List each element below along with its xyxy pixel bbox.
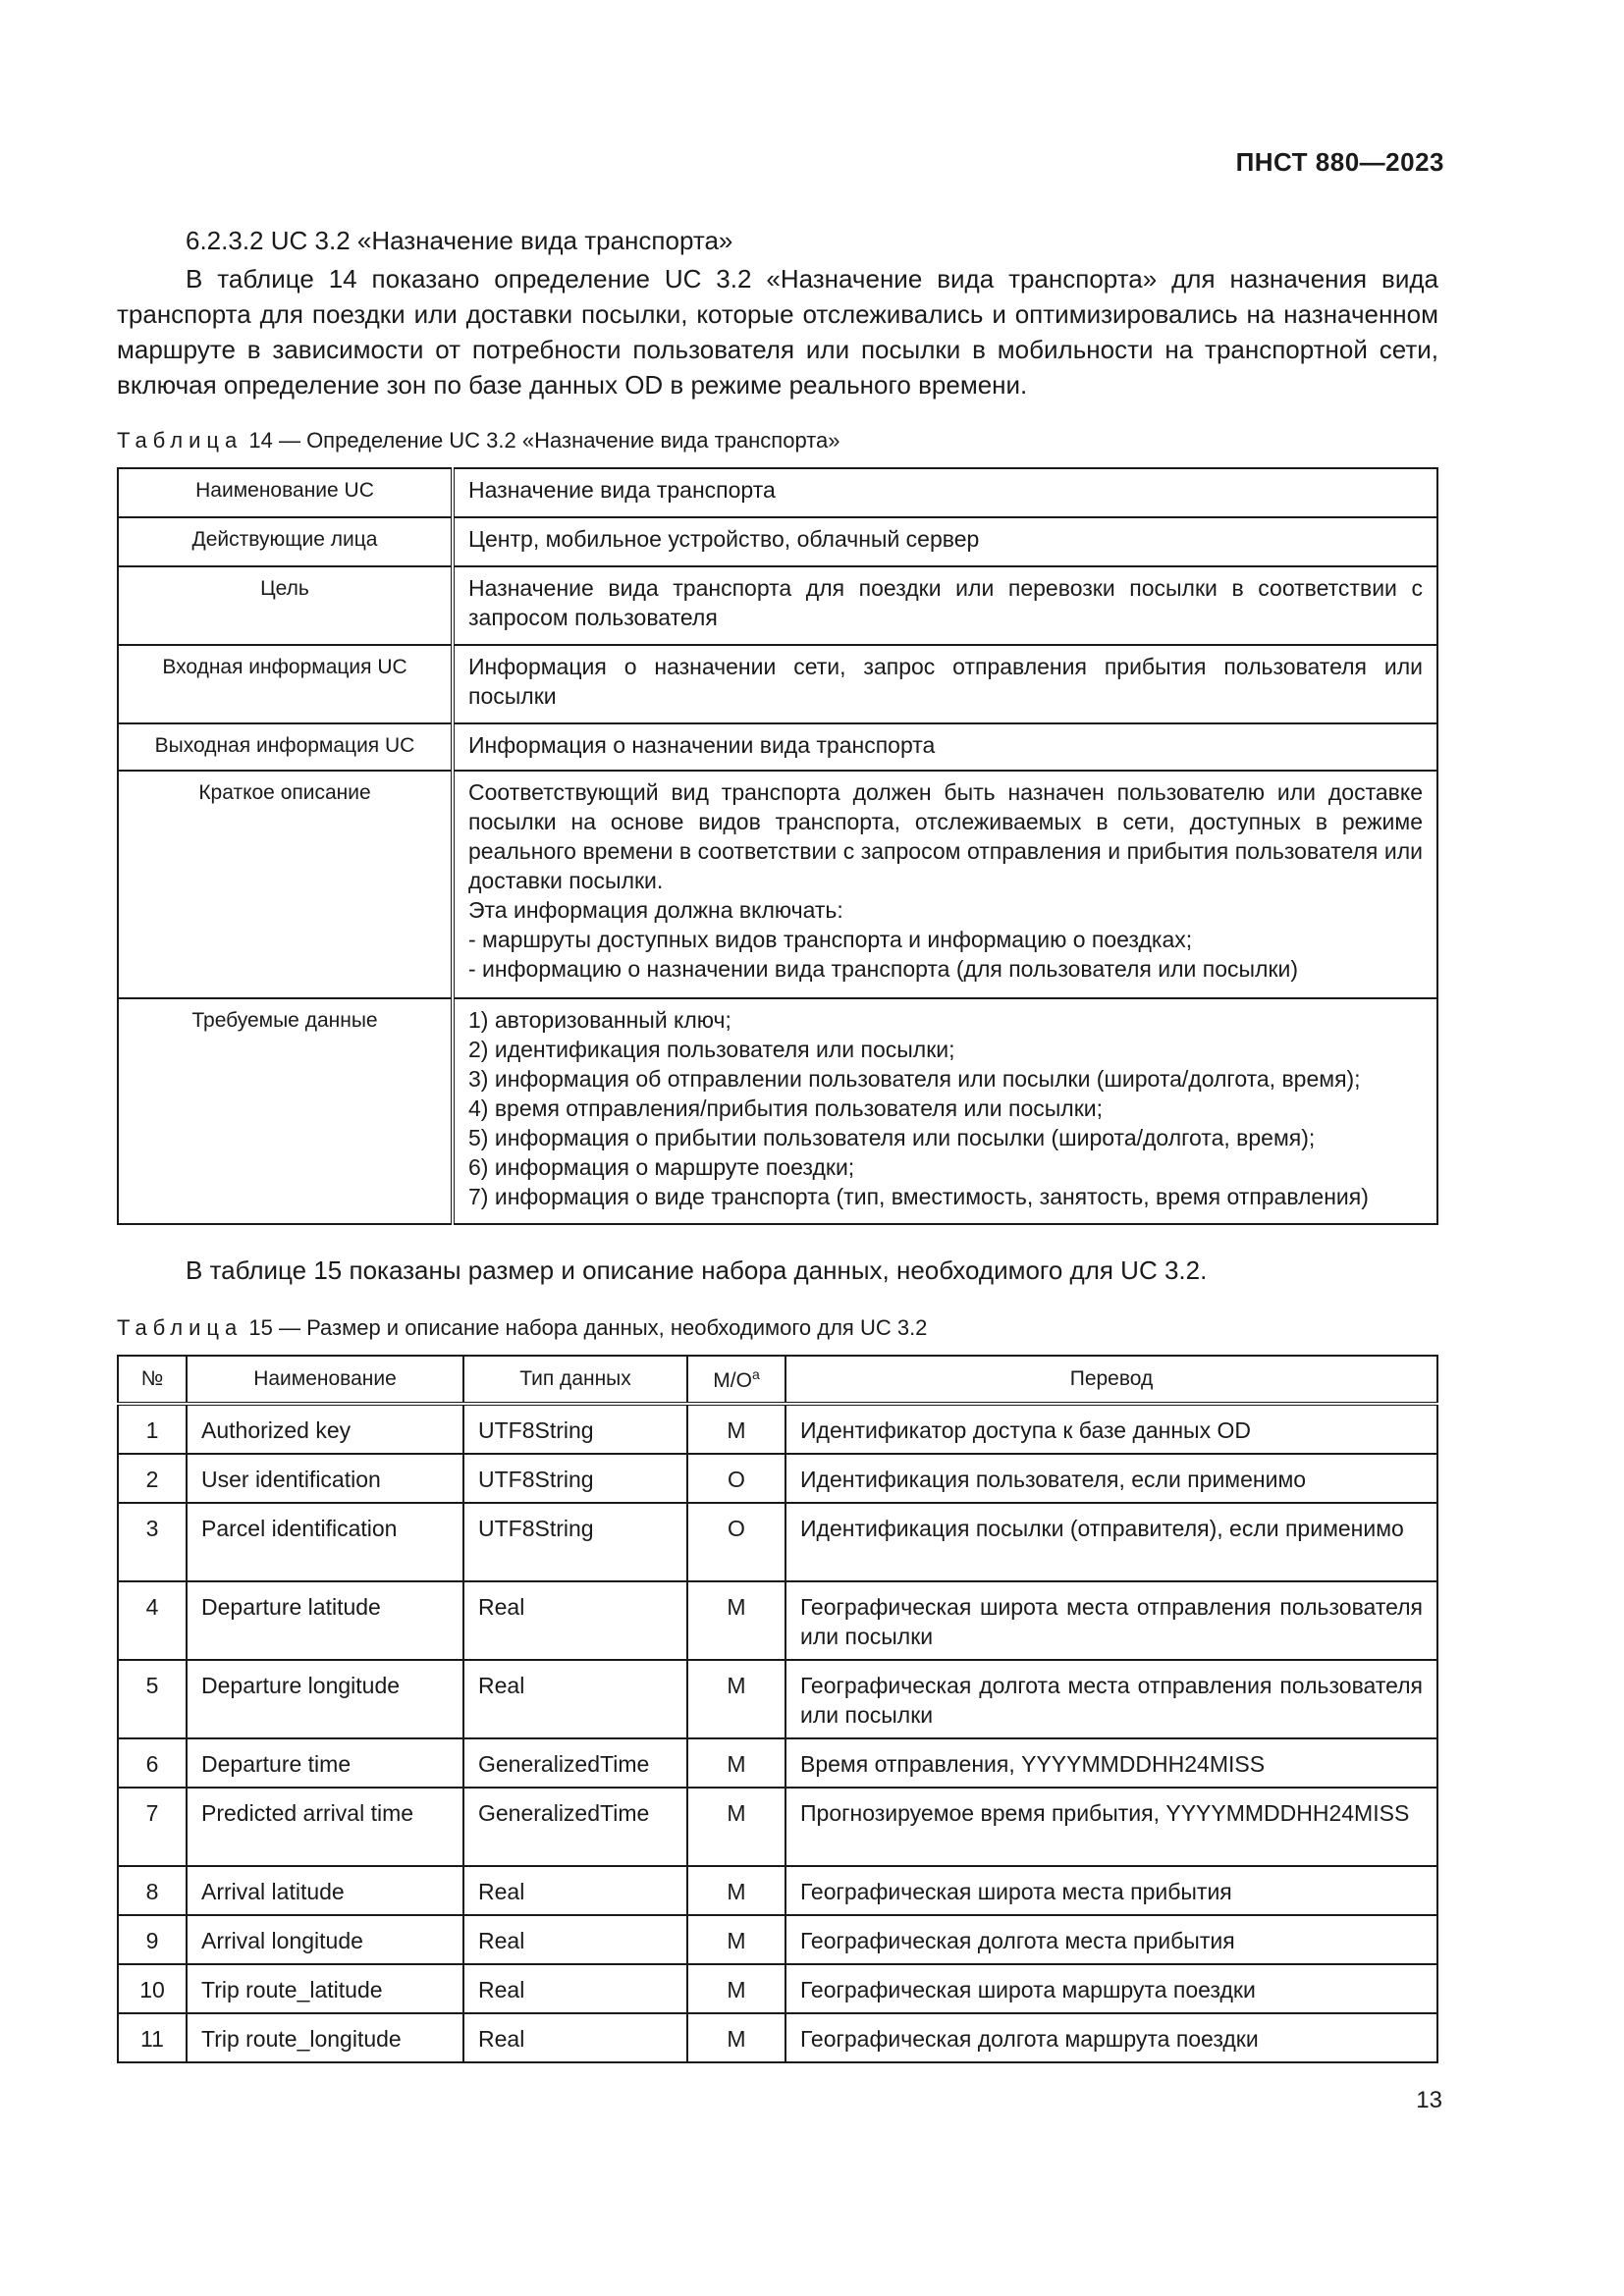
table-row xyxy=(118,468,1437,517)
list-item: - маршруты доступных видов транспорта и информацию о поездках; xyxy=(468,927,1193,952)
header-desc: Перевод xyxy=(785,1356,1437,1404)
cell-type: UTF8String xyxy=(463,1503,687,1581)
cell-num: 1 xyxy=(118,1404,187,1454)
cell-type: UTF8String xyxy=(463,1454,687,1503)
cell-name: Predicted arrival time xyxy=(187,1788,463,1866)
cell-type: Real xyxy=(463,1915,687,1964)
row-value: Назначение вида транспорта xyxy=(453,468,1437,517)
row-key: Действующие лица xyxy=(118,517,453,566)
table-row xyxy=(118,1866,1437,1915)
table-row xyxy=(118,1964,1437,2013)
table-14-caption xyxy=(117,428,840,454)
table-row xyxy=(118,517,1437,566)
cell-type: Real xyxy=(463,2013,687,2062)
cell-name: Parcel identification xyxy=(187,1503,463,1581)
list-item: - информацию о назначении вида транспорта (для пользователя или посылки) xyxy=(468,956,1299,982)
table-row xyxy=(118,1581,1437,1660)
brief-description xyxy=(453,771,1437,998)
list-item: 4) время отправления/прибытия пользователя или посылки; xyxy=(468,1095,1104,1121)
cell-mo: M xyxy=(687,1404,785,1454)
cell-type: GeneralizedTime xyxy=(463,1788,687,1866)
cell-type: UTF8String xyxy=(463,1404,687,1454)
cell-num: 3 xyxy=(118,1503,187,1581)
header-num: № xyxy=(118,1356,187,1404)
cell-desc: Идентификатор доступа к базе данных OD xyxy=(785,1404,1437,1454)
cell-desc: Географическая долгота места отправления пользователя или посылки xyxy=(785,1660,1437,1738)
cell-desc: Географическая долгота места прибытия xyxy=(785,1915,1437,1964)
row-key: Краткое описание xyxy=(118,771,453,998)
table-header-row xyxy=(118,1356,1437,1404)
cell-mo: M xyxy=(687,1788,785,1866)
cell-name: Arrival longitude xyxy=(187,1915,463,1964)
table-row xyxy=(118,723,1437,771)
cell-mo: O xyxy=(687,1503,785,1581)
cell-name: Trip route_longitude xyxy=(187,2013,463,2062)
header-name: Наименование xyxy=(187,1356,463,1404)
cell-desc: Идентификация пользователя, если применимо xyxy=(785,1454,1437,1503)
cell-name: Departure latitude xyxy=(187,1581,463,1660)
table-14 xyxy=(117,467,1438,1225)
row-key: Наименование UC xyxy=(118,468,453,517)
table-row-required xyxy=(118,998,1437,1224)
table-15-caption xyxy=(117,1315,927,1341)
document-code: ПНСТ 880—2023 xyxy=(1235,147,1444,177)
row-value: Информация о назначении вида транспорта xyxy=(453,723,1437,771)
cell-desc: Географическая долгота маршрута поездки xyxy=(785,2013,1437,2062)
table-row xyxy=(118,2013,1437,2062)
required-data xyxy=(453,998,1437,1224)
caption-label: Таблица xyxy=(117,1315,244,1340)
header-mo-text: M/O xyxy=(713,1368,752,1392)
cell-name: Arrival latitude xyxy=(187,1866,463,1915)
cell-num: 7 xyxy=(118,1788,187,1866)
table-row xyxy=(118,645,1437,723)
cell-num: 8 xyxy=(118,1866,187,1915)
cell-mo: M xyxy=(687,1866,785,1915)
brief-bullets xyxy=(468,925,1423,984)
cell-num: 6 xyxy=(118,1738,187,1788)
cell-mo: M xyxy=(687,1581,785,1660)
cell-mo: M xyxy=(687,1964,785,2013)
cell-desc: Географическая широта места прибытия xyxy=(785,1866,1437,1915)
row-value: Назначение вида транспорта для поездки или перевозки посылки в соответствии с запросом пользователя xyxy=(453,566,1437,645)
table-15-intro: В таблице 15 показаны размер и описание набора данных, необходимого для UC 3.2. xyxy=(186,1255,1208,1285)
page-number: 13 xyxy=(1416,2087,1442,2113)
brief-text: Соответствующий вид транспорта должен быть назначен пользователю или доставке посылки на основе видов транспорта, отслеживаемых в сети, доступных в режиме реального времени в соответствии с запросом отправления и прибытия пользователя или доставки посылки. xyxy=(468,779,1423,893)
cell-mo: M xyxy=(687,1915,785,1964)
table-row xyxy=(118,1915,1437,1964)
cell-type: Real xyxy=(463,1581,687,1660)
list-item: 1) авторизованный ключ; xyxy=(468,1007,731,1033)
table-row xyxy=(118,1404,1437,1454)
header-type: Тип данных xyxy=(463,1356,687,1404)
table-row xyxy=(118,1738,1437,1788)
table-row xyxy=(118,1788,1437,1866)
cell-mo: O xyxy=(687,1454,785,1503)
cell-name: Departure longitude xyxy=(187,1660,463,1738)
table-row xyxy=(118,1503,1437,1581)
list-item: 3) информация об отправлении пользователя или посылки (широта/долгота, время); xyxy=(468,1066,1361,1092)
required-list xyxy=(468,1005,1423,1211)
cell-name: Departure time xyxy=(187,1738,463,1788)
header-mo xyxy=(687,1356,785,1404)
row-key: Требуемые данные xyxy=(118,998,453,1224)
cell-desc: Идентификация посылки (отправителя), если применимо xyxy=(785,1503,1437,1581)
cell-desc: Географическая широта маршрута поездки xyxy=(785,1964,1437,2013)
row-value: Информация о назначении сети, запрос отправления прибытия пользователя или посылки xyxy=(453,645,1437,723)
list-item: 5) информация о прибытии пользователя или посылки (широта/долгота, время); xyxy=(468,1125,1316,1150)
brief-include-intro: Эта информация должна включать: xyxy=(468,897,843,923)
cell-type: Real xyxy=(463,1660,687,1738)
row-value: Центр, мобильное устройство, облачный сервер xyxy=(453,517,1437,566)
cell-type: Real xyxy=(463,1964,687,2013)
cell-num: 10 xyxy=(118,1964,187,2013)
cell-type: GeneralizedTime xyxy=(463,1738,687,1788)
caption-text: 14 — Определение UC 3.2 «Назначение вида транспорта» xyxy=(243,428,840,453)
cell-name: User identification xyxy=(187,1454,463,1503)
table-row xyxy=(118,1454,1437,1503)
cell-num: 5 xyxy=(118,1660,187,1738)
row-key: Входная информация UC xyxy=(118,645,453,723)
section-title: 6.2.3.2 UC 3.2 «Назначение вида транспорта» xyxy=(186,226,733,255)
cell-name: Authorized key xyxy=(187,1404,463,1454)
cell-mo: M xyxy=(687,1738,785,1788)
row-key: Выходная информация UC xyxy=(118,723,453,771)
row-key: Цель xyxy=(118,566,453,645)
cell-num: 11 xyxy=(118,2013,187,2062)
caption-text: 15 — Размер и описание набора данных, необходимого для UC 3.2 xyxy=(243,1315,928,1340)
cell-type: Real xyxy=(463,1866,687,1915)
cell-desc: Время отправления, YYYYMMDDHH24MISS xyxy=(785,1738,1437,1788)
table-15 xyxy=(117,1355,1438,2063)
table-row xyxy=(118,566,1437,645)
cell-desc: Географическая широта места отправления пользователя или посылки xyxy=(785,1581,1437,1660)
table-row xyxy=(118,1660,1437,1738)
list-item: 6) информация о маршруте поездки; xyxy=(468,1154,855,1180)
header-mo-footnote: a xyxy=(751,1365,760,1382)
cell-mo: M xyxy=(687,2013,785,2062)
caption-label: Таблица xyxy=(117,428,244,453)
section-paragraph: В таблице 14 показано определение UC 3.2 «Назначение вида транспорта» для назначения вида транспорта для поездки или доставки посылки, которые отслеживались и оптимизировались на назначенном маршруте в зависимости от потребности пользователя или посылки в мобильности на транспортной сети, включая определение зон по базе данных OD в режиме реального времени. xyxy=(117,264,1438,400)
cell-mo: M xyxy=(687,1660,785,1738)
cell-num: 9 xyxy=(118,1915,187,1964)
cell-num: 4 xyxy=(118,1581,187,1660)
table-row-brief xyxy=(118,771,1437,998)
cell-num: 2 xyxy=(118,1454,187,1503)
list-item: 2) идентификация пользователя или посылки; xyxy=(468,1037,955,1062)
list-item: 7) информация о виде транспорта (тип, вместимость, занятость, время отправления) xyxy=(468,1184,1369,1209)
cell-name: Trip route_latitude xyxy=(187,1964,463,2013)
cell-desc: Прогнозируемое время прибытия, YYYYMMDDHH24MISS xyxy=(785,1788,1437,1866)
